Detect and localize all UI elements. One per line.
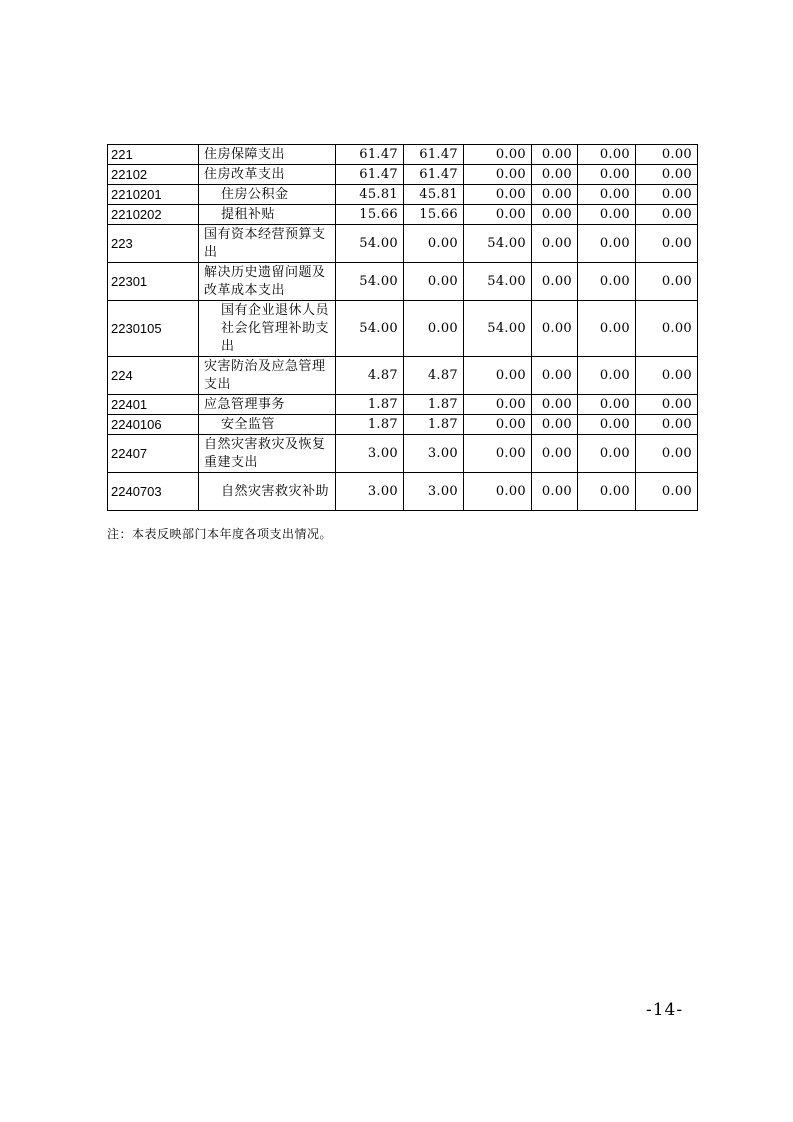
- cell-value-6: 0.00: [636, 185, 698, 205]
- cell-value-6: 0.00: [636, 357, 698, 395]
- cell-code: 22401: [108, 395, 199, 415]
- cell-value-3: 0.00: [464, 357, 532, 395]
- cell-value-3: 0.00: [464, 415, 532, 435]
- cell-value-3: 0.00: [464, 205, 532, 225]
- table-footnote: 注：本表反映部门本年度各项支出情况。: [107, 527, 333, 541]
- cell-value-1: 3.00: [336, 473, 404, 511]
- cell-value-5: 0.00: [578, 415, 636, 435]
- cell-value-5: 0.00: [578, 357, 636, 395]
- cell-value-2: 4.87: [404, 357, 464, 395]
- cell-name: 解决历史遗留问题及改革成本支出: [199, 263, 336, 301]
- cell-code: 22407: [108, 435, 199, 473]
- cell-name: 安全监管: [199, 415, 336, 435]
- cell-code: 221: [108, 145, 199, 165]
- cell-value-5: 0.00: [578, 301, 636, 357]
- cell-value-2: 0.00: [404, 263, 464, 301]
- cell-code: 22102: [108, 165, 199, 185]
- cell-value-5: 0.00: [578, 225, 636, 263]
- expenditure-table: [107, 144, 698, 511]
- cell-value-1: 61.47: [336, 145, 404, 165]
- cell-name: 国有资本经营预算支出: [199, 225, 336, 263]
- cell-value-6: 0.00: [636, 263, 698, 301]
- cell-value-5: 0.00: [578, 435, 636, 473]
- cell-value-4: 0.00: [532, 395, 578, 415]
- cell-value-2: 3.00: [404, 435, 464, 473]
- cell-value-3: 0.00: [464, 435, 532, 473]
- cell-code: 2240703: [108, 473, 199, 511]
- cell-value-1: 54.00: [336, 225, 404, 263]
- cell-value-4: 0.00: [532, 145, 578, 165]
- table-row: [108, 415, 698, 435]
- table-row: [108, 145, 698, 165]
- table-row: [108, 357, 698, 395]
- cell-code: 22301: [108, 263, 199, 301]
- cell-name: 应急管理事务: [199, 395, 336, 415]
- cell-name: 住房保障支出: [199, 145, 336, 165]
- cell-value-4: 0.00: [532, 357, 578, 395]
- cell-name: 住房公积金: [199, 185, 336, 205]
- cell-value-1: 54.00: [336, 263, 404, 301]
- cell-value-6: 0.00: [636, 165, 698, 185]
- cell-value-6: 0.00: [636, 415, 698, 435]
- cell-code: 223: [108, 225, 199, 263]
- cell-value-3: 54.00: [464, 301, 532, 357]
- cell-value-4: 0.00: [532, 185, 578, 205]
- cell-value-5: 0.00: [578, 205, 636, 225]
- cell-value-1: 1.87: [336, 415, 404, 435]
- table-row: [108, 435, 698, 473]
- cell-value-3: 0.00: [464, 165, 532, 185]
- table-row: [108, 165, 698, 185]
- cell-value-6: 0.00: [636, 395, 698, 415]
- cell-value-1: 3.00: [336, 435, 404, 473]
- cell-value-3: 0.00: [464, 473, 532, 511]
- cell-value-6: 0.00: [636, 145, 698, 165]
- cell-value-4: 0.00: [532, 205, 578, 225]
- table-row: [108, 301, 698, 357]
- cell-code: 2230105: [108, 301, 199, 357]
- cell-value-2: 61.47: [404, 145, 464, 165]
- cell-name: 住房改革支出: [199, 165, 336, 185]
- cell-name: 灾害防治及应急管理支出: [199, 357, 336, 395]
- cell-value-6: 0.00: [636, 301, 698, 357]
- cell-code: 2210202: [108, 205, 199, 225]
- cell-name: 自然灾害救灾补助: [199, 473, 336, 511]
- cell-value-4: 0.00: [532, 435, 578, 473]
- cell-value-6: 0.00: [636, 473, 698, 511]
- table-row: [108, 185, 698, 205]
- cell-value-3: 54.00: [464, 225, 532, 263]
- cell-value-4: 0.00: [532, 415, 578, 435]
- cell-value-3: 54.00: [464, 263, 532, 301]
- cell-value-1: 45.81: [336, 185, 404, 205]
- page-number: -14-: [646, 1000, 684, 1020]
- cell-value-4: 0.00: [532, 473, 578, 511]
- table-row: [108, 395, 698, 415]
- cell-value-4: 0.00: [532, 225, 578, 263]
- cell-value-2: 1.87: [404, 415, 464, 435]
- cell-code: 224: [108, 357, 199, 395]
- table-row: [108, 473, 698, 511]
- cell-value-3: 0.00: [464, 185, 532, 205]
- cell-value-5: 0.00: [578, 165, 636, 185]
- cell-name: 自然灾害救灾及恢复重建支出: [199, 435, 336, 473]
- cell-value-6: 0.00: [636, 205, 698, 225]
- cell-value-6: 0.00: [636, 225, 698, 263]
- table-row: [108, 225, 698, 263]
- cell-value-1: 54.00: [336, 301, 404, 357]
- cell-value-5: 0.00: [578, 473, 636, 511]
- cell-value-3: 0.00: [464, 145, 532, 165]
- cell-value-1: 1.87: [336, 395, 404, 415]
- cell-value-1: 61.47: [336, 165, 404, 185]
- cell-value-2: 1.87: [404, 395, 464, 415]
- cell-value-5: 0.00: [578, 145, 636, 165]
- cell-code: 2210201: [108, 185, 199, 205]
- cell-value-6: 0.00: [636, 435, 698, 473]
- table-row: [108, 263, 698, 301]
- cell-value-5: 0.00: [578, 395, 636, 415]
- cell-value-2: 61.47: [404, 165, 464, 185]
- cell-value-4: 0.00: [532, 165, 578, 185]
- cell-value-2: 0.00: [404, 301, 464, 357]
- cell-value-2: 15.66: [404, 205, 464, 225]
- cell-value-5: 0.00: [578, 263, 636, 301]
- cell-code: 2240106: [108, 415, 199, 435]
- cell-name: 提租补贴: [199, 205, 336, 225]
- cell-value-1: 4.87: [336, 357, 404, 395]
- cell-value-3: 0.00: [464, 395, 532, 415]
- table-body: [108, 145, 698, 511]
- cell-value-4: 0.00: [532, 301, 578, 357]
- cell-value-5: 0.00: [578, 185, 636, 205]
- cell-value-2: 45.81: [404, 185, 464, 205]
- cell-value-1: 15.66: [336, 205, 404, 225]
- cell-value-2: 0.00: [404, 225, 464, 263]
- cell-value-2: 3.00: [404, 473, 464, 511]
- cell-name: 国有企业退休人员社会化管理补助支出: [199, 301, 336, 357]
- table-row: [108, 205, 698, 225]
- cell-value-4: 0.00: [532, 263, 578, 301]
